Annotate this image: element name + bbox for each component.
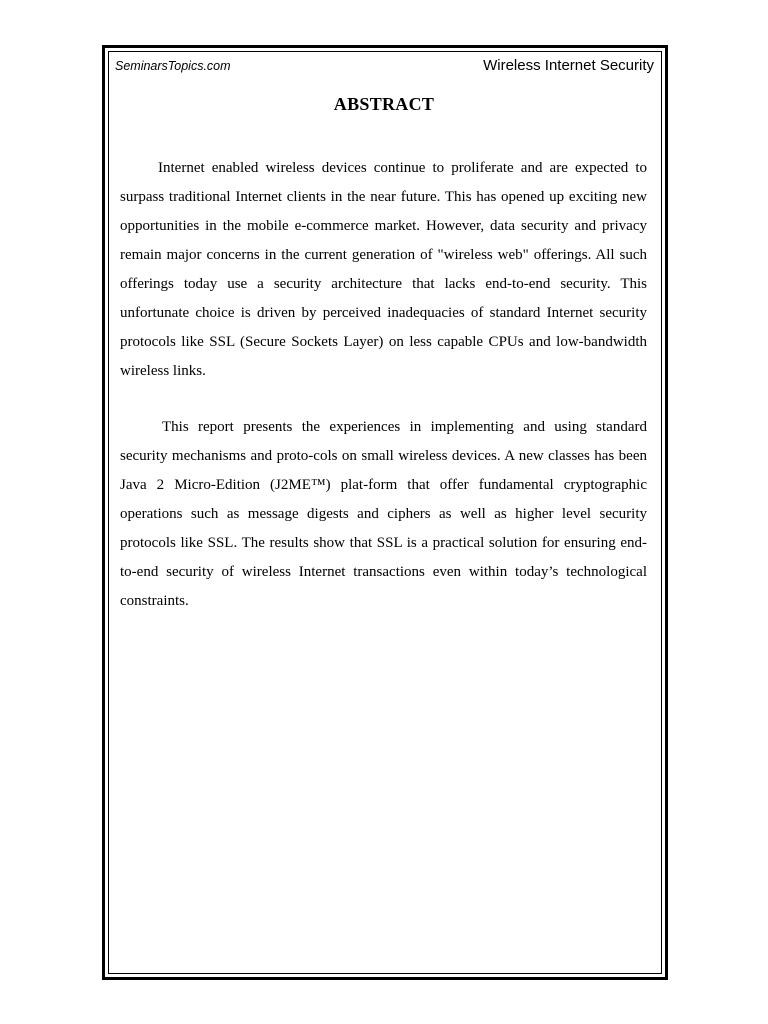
paragraph-text: This report presents the experiences in implementing and using standard security mechanisms and proto-cols on small wireless devices. A new classes has been Java 2 Micro-Edition (J2ME™) plat-form that offer fundamental cryptographic operations such as message digests and ciphers as well as higher level security protocols like SSL. The results show that SSL is a practical solution for ensuring end-to-end security of wireless Internet transactions even within today’s technological constraints.	[120, 419, 647, 609]
abstract-paragraph-1	[120, 154, 647, 386]
page-title: ABSTRACT	[333, 94, 435, 114]
abstract-paragraph-2	[120, 413, 647, 616]
paragraph-text: Internet enabled wireless devices continue to proliferate and are expected to surpass traditional Internet clients in the near future. This has opened up exciting new opportunities in the mobile e-commerce market. However, data security and privacy remain major concerns in the current generation of "wireless web" offerings. All such offerings today use a security architecture that lacks end-to-end security. This unfortunate choice is driven by perceived inadequacies of standard Internet security protocols like SSL (Secure Sockets Layer) on less capable CPUs and low-bandwidth wireless links.	[120, 160, 647, 379]
header-site-name: SeminarsTopics.com	[115, 59, 231, 73]
header-topic: Wireless Internet Security	[483, 57, 654, 74]
